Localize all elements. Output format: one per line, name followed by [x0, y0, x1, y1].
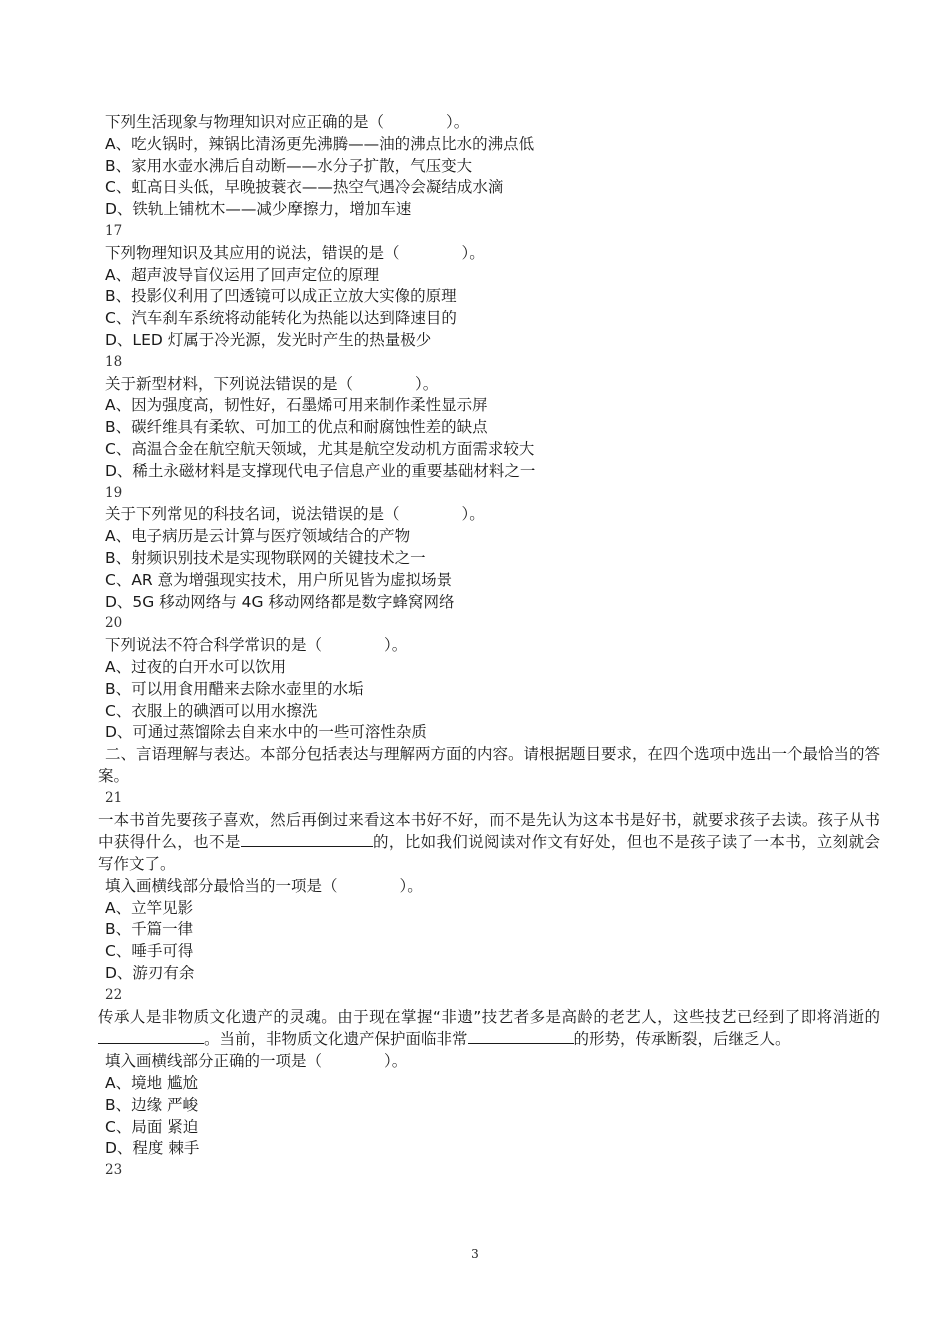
option-a: A、因为强度高，韧性好，石墨烯可用来制作柔性显示屏: [105, 396, 488, 415]
option-b: B、家用水壶水沸后自动断——水分子扩散，气压变大: [105, 156, 473, 175]
option-a: A、超声波导盲仪运用了回声定位的原理: [105, 265, 380, 284]
option-c: C、高温合金在航空航天领域，尤其是航空发动机方面需求较大: [105, 439, 535, 458]
question-number: 20: [105, 615, 123, 632]
option-b: B、边缘 严峻: [105, 1095, 199, 1114]
section-text: 二、言语理解与表达。本部分包括表达与理解两方面的内容。请根据题目要求，在四个选项中选出一个最恰当的答案。: [98, 745, 881, 785]
option-d: D、游刃有余: [105, 964, 195, 983]
question-stem: 填入画横线部分正确的一项是（ ）。: [105, 1052, 408, 1071]
passage-text-start: 传承人是非物质文化遗产的灵魂。由于现在掌握“非遗”技艺者多是高龄的老艺人，这些技艺已经到了即将消逝的: [98, 1007, 880, 1026]
question-number: 22: [105, 986, 123, 1003]
question-number: 17: [105, 222, 123, 239]
answer-blank: [98, 1028, 204, 1044]
option-b: B、千篇一律: [105, 920, 194, 939]
option-b: B、投影仪利用了凹透镜可以成正立放大实像的原理: [105, 287, 457, 306]
answer-blank: [241, 831, 373, 847]
option-a: A、境地 尴尬: [105, 1074, 199, 1093]
option-c: C、汽车刹车系统将动能转化为热能以达到降速目的: [105, 309, 457, 328]
option-b: B、碳纤维具有柔软、可加工的优点和耐腐蚀性差的缺点: [105, 418, 488, 437]
option-d: D、稀土永磁材料是支撑现代电子信息产业的重要基础材料之一: [105, 461, 536, 480]
option-a: A、吃火锅时，辣锅比清汤更先沸腾——油的沸点比水的沸点低: [105, 134, 535, 153]
passage-text-middle: 。当前，非物质文化遗产保护面临非常: [204, 1030, 468, 1049]
option-d: D、铁轨上铺枕木——减少摩擦力，增加车速: [105, 200, 412, 219]
reading-passage: [98, 1007, 880, 1052]
option-c: C、唾手可得: [105, 942, 194, 961]
option-c: C、虹高日头低，早晚披蓑衣——热空气遇冷会凝结成水滴: [105, 178, 504, 197]
option-a: A、过夜的白开水可以饮用: [105, 657, 287, 676]
option-d: D、5G 移动网络与 4G 移动网络都是数字蜂窝网络: [105, 592, 455, 611]
question-stem: 下列说法不符合科学常识的是（ ）。: [105, 636, 408, 655]
option-b: B、射频识别技术是实现物联网的关键技术之一: [105, 548, 426, 567]
question-number: 21: [105, 789, 123, 806]
question-stem: 下列生活现象与物理知识对应正确的是（ ）。: [105, 113, 470, 131]
option-c: C、局面 紧迫: [105, 1117, 199, 1136]
question-stem: 下列物理知识及其应用的说法，错误的是（ ）。: [105, 243, 485, 262]
option-d: D、可通过蒸馏除去自来水中的一些可溶性杂质: [105, 723, 427, 742]
section-heading: [98, 744, 880, 788]
question-stem: 关于新型材料，下列说法错误的是（ ）。: [105, 374, 439, 393]
question-number: 19: [105, 484, 123, 501]
reading-passage: [98, 810, 880, 876]
question-number: 18: [105, 353, 123, 370]
answer-blank: [468, 1028, 574, 1044]
page-content: [98, 112, 881, 1182]
option-c: C、衣服上的碘酒可以用水擦洗: [105, 701, 318, 720]
option-d: D、LED 灯属于冷光源，发光时产生的热量极少: [105, 330, 432, 349]
page-number: 3: [471, 1247, 479, 1261]
question-stem: 填入画横线部分最恰当的一项是（ ）。: [105, 876, 423, 895]
passage-text-end: 的形势，传承断裂，后继乏人。: [573, 1030, 791, 1049]
option-c: C、AR 意为增强现实技术，用户所见皆为虚拟场景: [105, 570, 453, 589]
option-a: A、立竿见影: [105, 898, 194, 917]
question-stem: 关于下列常见的科技名词，说法错误的是（ ）。: [105, 505, 485, 524]
passage-text-start: 一本书首先要孩子喜欢，然后再倒过来看这本书好不好，而不是先认为这本书是好书，就要求孩子去读。孩子从书中获得什么，也不是: [98, 810, 880, 852]
question-number: 23: [105, 1162, 123, 1179]
option-b: B、可以用食用醋来去除水壶里的水垢: [105, 679, 364, 698]
option-d: D、程度 棘手: [105, 1139, 200, 1158]
option-a: A、电子病历是云计算与医疗领域结合的产物: [105, 527, 411, 546]
passage-text-end: 的，比如我们说阅读对作文有好处，但也不是孩子读了一本书，立刻就会写作文了。: [98, 833, 880, 874]
